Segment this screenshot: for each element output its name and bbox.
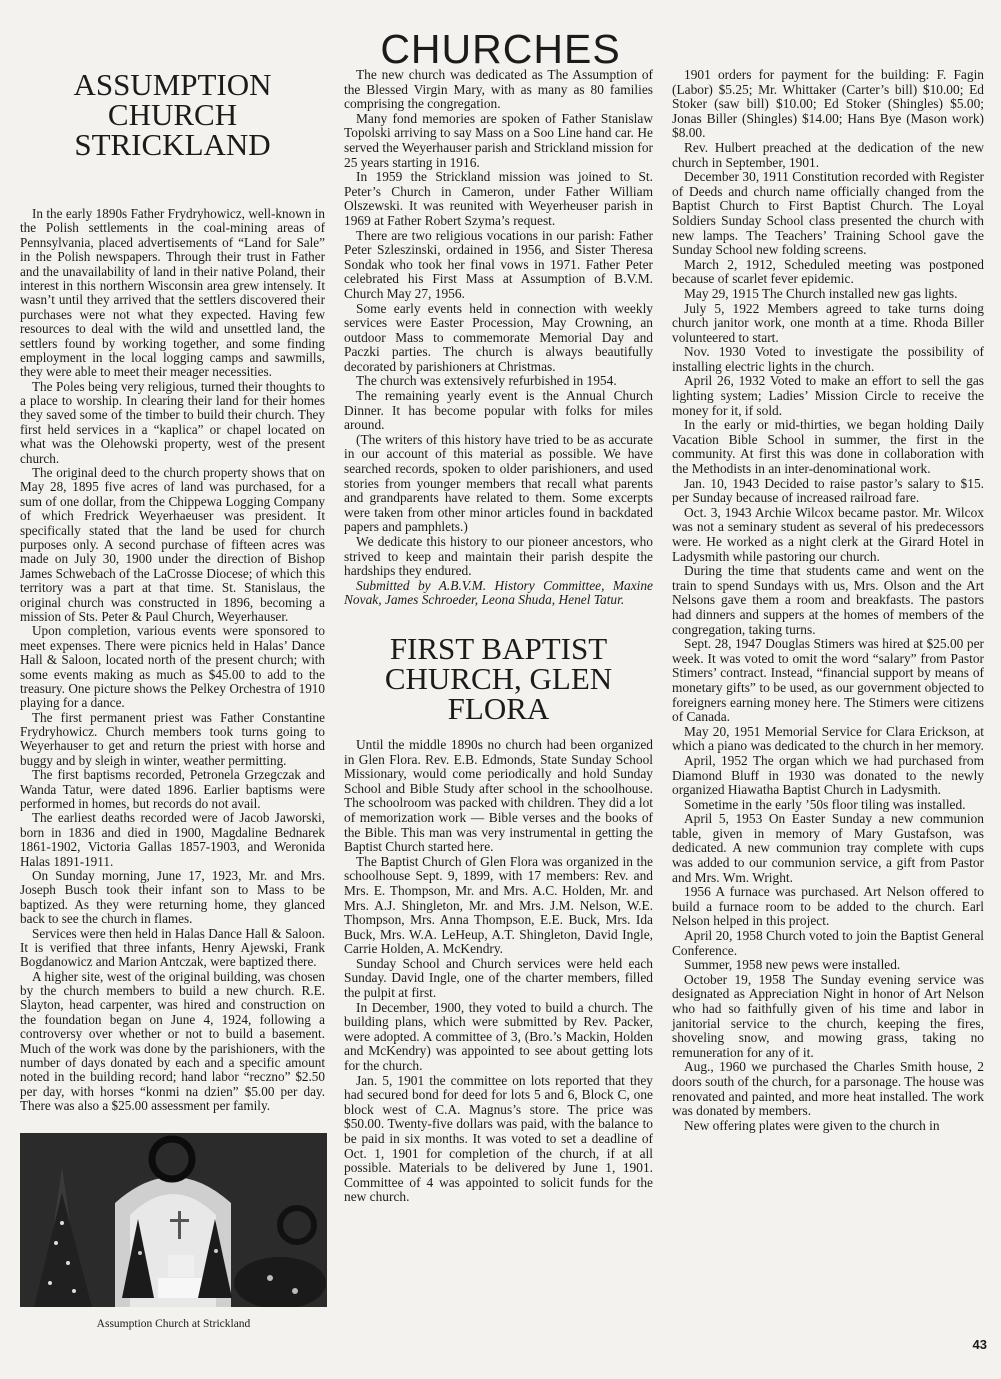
assumption-paragraph: The new church was dedicated as The Assumption of the Blessed Virgin Mary, with as many as 80 families comprising the congregation. — [344, 67, 653, 112]
baptist-heading: FIRST BAPTIST CHURCH, GLEN FLORA — [384, 630, 613, 726]
baptist-paragraph: July 5, 1922 Members agreed to take turns doing church janitor work, one month at a time. Rhoda Biller volunteered to start. — [672, 300, 984, 345]
assumption-paragraph: In the early 1890s Father Frydryhowicz, well-known in the Polish settlements in the coal-mining areas of Pennsylvania, placed advertisements of “Land for Sale” in the Polish newspapers. Through their trust in Father and the unavailability of land in their native Poland, their interest in this northern Wisconsin area grew intensely. It wasn’t until they arrived that the settlers discovered their purchases were not what they expected. Having few resources to deal with the wild and unsettled land, the settlers found by working together, and some finding employment in the local logging camps and sawmills, they were able to meet their meager necessities. — [20, 206, 325, 380]
baptist-paragraph: Rev. Hulbert preached at the dedication of the new church in September, 1901. — [672, 139, 984, 170]
assumption-paragraph: Some early events held in connection with weekly services were Easter Procession, May Crowning, an outdoor Mass to commemorate Memorial Day and Paczki parties. The church is always beautifully decorated by parishioners at Christmas. — [344, 300, 653, 374]
baptist-paragraph: Nov. 1930 Voted to investigate the possibility of installing electric lights in the church. — [672, 344, 984, 374]
assumption-paragraph: A higher site, west of the original building, was chosen by the church members to build a new church. R.E. Slayton, head carpenter, was hired and construction on the foundation began on June 4, 1924, following a controversy over whether or not to build a basement. Much of the work was done by the parishioners, with the number of days donated by each and a specific amount noted in the building record; hand labor “reczno” $2.50 per day, with horses “konmi na dzien” $5.00 per day. There was also a $25.00 assessment per family. — [20, 968, 325, 1114]
baptist-paragraph: New offering plates were given to the church in — [684, 1117, 940, 1133]
baptist-paragraph: Oct. 3, 1943 Archie Wilcox became pastor. Mr. Wilcox was not a seminary student as several of his predecessors were. He worked as a night clerk at the Girard Hotel in Ladysmith while pastoring our church. — [672, 504, 984, 564]
baptist-paragraph: March 2, 1912, Scheduled meeting was postponed because of scarlet fever epidemic. — [672, 256, 984, 287]
baptist-paragraph: In December, 1900, they voted to build a church. The building plans, which were submitted by Rev. Packer, were adopted. A committee of 3, (Bro.’s Mackin, Holden and McKendry) was appointed to see about getting lots for the church. — [344, 999, 653, 1074]
column-3 — [672, 68, 984, 1133]
assumption-paragraph: On Sunday morning, June 17, 1923, Mr. and Mrs. Joseph Busch took their infant son to Mass to be baptized. As they were returning home, they glanced back to see the church in flames. — [20, 867, 325, 927]
assumption-paragraph: There are two religious vocations in our parish: Father Peter Szleszinski, ordained in 1956, and Sister Theresa Sondak who took her final vows in 1971. Father Peter celebrated his First Mass at Assumption of B.V.M. Church May 27, 1956. — [344, 227, 653, 301]
baptist-paragraph: May 20, 1951 Memorial Service for Clara Erickson, at which a piano was dedicated to the church in her memory. — [672, 723, 984, 754]
baptist-paragraph: December 30, 1911 Constitution recorded with Register of Deeds and church name officially changed from the Baptist Church to First Baptist Church. The Loyal Soldiers Sunday School class presented the church with new lamps. The Teachers’ Training School gave the Sunday School new folding screens. — [672, 169, 984, 258]
assumption-paragraph: The church was extensively refurbished in 1954. — [356, 373, 617, 389]
baptist-paragraph: April 20, 1958 Church voted to join the Baptist General Conference. — [672, 928, 984, 958]
credit-line: Submitted by A.B.V.M. History Committee, Maxine Novak, James Schroeder, Leona Shuda, Henel Tatur. — [344, 577, 653, 608]
assumption-paragraph: The earliest deaths recorded were of Jacob Jaworski, born in 1836 and died in 1900, Magdaline Bednarek 1861-1902, Victoria Gallas 1857-1903, and Weronida Halas 1891-1911. — [20, 810, 325, 869]
baptist-paragraph: Sunday School and Church services were held each Sunday. David Ingle, one of the charter members, filled the pulpit at first. — [344, 955, 653, 1001]
baptist-paragraph: Aug., 1960 we purchased the Charles Smith house, 2 doors south of the church, for a parsonage. The house was renovated and painted, and more heat installed. The work was donated by members. — [672, 1059, 984, 1119]
baptist-paragraph: In the early or mid-thirties, we began holding Daily Vacation Bible School in summer, the first in the community. At first this was done in collaboration with the Methodists in an inter-denominational work. — [672, 417, 984, 477]
page-title: CHURCHES — [380, 26, 621, 72]
assumption-paragraph: Services were then held in Halas Dance Hall & Saloon. It is verified that three infants, Henry Ajewski, Frank Bogdanowicz and Marion Antczak, were baptized there. — [20, 925, 325, 970]
baptist-paragraph: October 19, 1958 The Sunday evening service was designated as Appreciation Night in honor of Art Nelson who had so faithfully given of his time and labor in janitorial service to the church, keeping the fires, shoveling snow, and mowing grass, taking no remuneration for any of it. — [672, 971, 984, 1060]
column-2 — [344, 68, 653, 1205]
baptist-paragraph: The Baptist Church of Glen Flora was organized in the schoolhouse Sept. 9, 1899, with 17 members: Rev. and Mrs. E. Thompson, Mr. and Mrs. A.C. Holden, Mr. and Mrs. A.J. Shingleton, Mr. and Mrs. J.M. Nelson, W.E. Thompson, Mrs. Anna Thompson, E.E. Buck, Mrs. Ida Buck, Mrs. W.A. LeHeup, A.T. Shingleton, David Ingle, Carrie Holden, A. McKendry. — [344, 853, 653, 957]
column-1 — [20, 68, 325, 1114]
baptist-paragraph: Jan. 5, 1901 the committee on lots reported that they had secured bond for deed for lots 5 and 6, Block C, one block west of C.A. Magnus’s store. The price was $50.00. Twenty-five dollars was paid, with the balance to be paid in six months. It was voted to set a deadline of Oct. 1, 1901 for completion of the church, if at all possible. Materials to be delivered by June 1, 1901. Committee of 4 was appointed to solicit funds for the new church. — [344, 1072, 653, 1205]
baptist-paragraph: Sept. 28, 1947 Douglas Stimers was hired at $25.00 per week. It was voted to omit the word “salary” from Pastor Stimers’ contract. Instead, “financial support by means of monetary gifts” to be used, as our government objected to foreigners earning money here. The Stimers were citizens of Canada. — [672, 636, 984, 725]
assumption-paragraph: The Poles being very religious, turned their thoughts to a place to worship. In clearing their land for their homes they saved some of the timber to build their church. They first held services in a “kaplica” or chapel located on what was the Olehowski property, west of the present church. — [20, 378, 325, 466]
assumption-church-photo — [20, 1133, 327, 1307]
page-number: 43 — [972, 1337, 987, 1352]
assumption-paragraph: The original deed to the church property shows that on May 28, 1895 five acres of land was purchased, for a sum of one dollar, from the Chippewa Logging Company of which Fredrick Weyerhaeuser was president. It specifically stated that the land be used for church purposes only. A second purchase of fifteen acres was made on July 30, 1900 under the direction of Bishop James Schwebach of the LaCrosse Diocese; of which this territory was a part at that time. St. Stanislaus, the original church was constructed in 1896, becoming a mission of Sts. Peter & Paul Church, Weyerhauser. — [20, 465, 325, 624]
dedication-paragraph: We dedicate this history to our pioneer ancestors, who strived to keep and maintain their parish despite the hardships they endured. — [344, 534, 653, 579]
baptist-paragraph: April 5, 1953 On Easter Sunday a new communion table, given in memory of Mary Gustafson, was dedicated. A new communion tray complete with cups was added to our communion service, a gift from Pastor and Mrs. Wm. Wright. — [672, 811, 984, 885]
baptist-paragraph: Until the middle 1890s no church had been organized in Glen Flora. Rev. E.B. Edmonds, State Sunday School Missionary, would come periodically and hold Sunday School and Bible Study after school in the schoolhouse. The schoolroom was packed with children. They did a lot of memorization work — Bible verses and the books of the Bible. This man was very instrumental in getting the Baptist Church started here. — [344, 736, 653, 855]
baptist-paragraph: Sometime in the early ’50s floor tiling was installed. — [684, 796, 966, 812]
baptist-paragraph: Summer, 1958 new pews were installed. — [684, 957, 901, 973]
baptist-paragraph: During the time that students came and went on the train to spend Sundays with us, Mrs. Olson and the Art Nelsons gave them a room and breakfasts. The pastors had dinners and suppers at the homes of members of the congregation, taking turns. — [672, 563, 984, 637]
baptist-paragraph: 1901 orders for payment for the building: F. Fagin (Labor) $5.25; Mr. Whittaker (Carter’s bill) $10.00; Ed Stoker (saw bill) $10.00; Ed Stoker (Shingles) $5.00; Jonas Biller (Shingles) $14.00; Hans Bye (Mason work) $8.00. — [672, 67, 984, 141]
assumption-paragraph: Upon completion, various events were sponsored to meet expenses. There were picnics held in Halas’ Dance Hall & Saloon, located north of the present church; with some events making as much as $45.00 to add to the treasury. One picture shows the Pelkey Orchestra of 1910 playing for a dance. — [20, 623, 325, 711]
baptist-paragraph: April 26, 1932 Voted to make an effort to sell the gas lighting system; Ladies’ Mission Circle to receive the money for it, if sold. — [672, 373, 984, 418]
assumption-paragraph: The first baptisms recorded, Petronela Grzegczak and Wanda Tatur, were dated 1896. Earlier baptisms were performed in homes, but records do not avail. — [20, 767, 325, 812]
photo-caption: Assumption Church at Strickland — [96, 1318, 251, 1330]
church-interior-illustration — [20, 1133, 327, 1307]
baptist-paragraph: 1956 A furnace was purchased. Art Nelson offered to build a furnace room to be added to the church. Earl Nelson helped in this project. — [672, 884, 984, 929]
baptist-paragraph: April, 1952 The organ which we had purchased from Diamond Bluff in 1930 was donated to the newly organized Hiawatha Baptist Church in Ladysmith. — [672, 752, 984, 798]
assumption-paragraph: (The writers of this history have tried to be as accurate in our account of this material as possible. We have searched records, spoken to older parishioners, and used stories from younger members that recall what parents and grandparents have related to them. Some excerpts were taken from other minor articles found in backdated papers and pamphlets.) — [344, 431, 653, 535]
assumption-paragraph: The first permanent priest was Father Constantine Frydryhowicz. Church members took turns going to Weyerhauser to get and return the priest with horse and buggy and by sleigh in winter, weather permitting. — [20, 709, 325, 768]
assumption-paragraph: In 1959 the Strickland mission was joined to St. Peter’s Church in Cameron, under Father William Olszewski. It was reunited with Weyerheuser parish in 1969 at Father Robert Szyma’s request. — [344, 169, 653, 228]
assumption-paragraph: Many fond memories are spoken of Father Stanislaw Topolski arriving to say Mass on a Soo Line hand car. He served the Weyerhauser parish and Strickland mission for 25 years starting in 1916. — [344, 110, 653, 170]
baptist-paragraph: May 29, 1915 The Church installed new gas lights. — [684, 285, 958, 301]
assumption-heading: ASSUMPTION CHURCH STRICKLAND — [73, 67, 272, 162]
baptist-paragraph: Jan. 10, 1943 Decided to raise pastor’s salary to $15. per Sunday because of increased railroad fare. — [672, 475, 984, 506]
assumption-paragraph: The remaining yearly event is the Annual Church Dinner. It has become popular with folks for miles around. — [344, 388, 653, 433]
